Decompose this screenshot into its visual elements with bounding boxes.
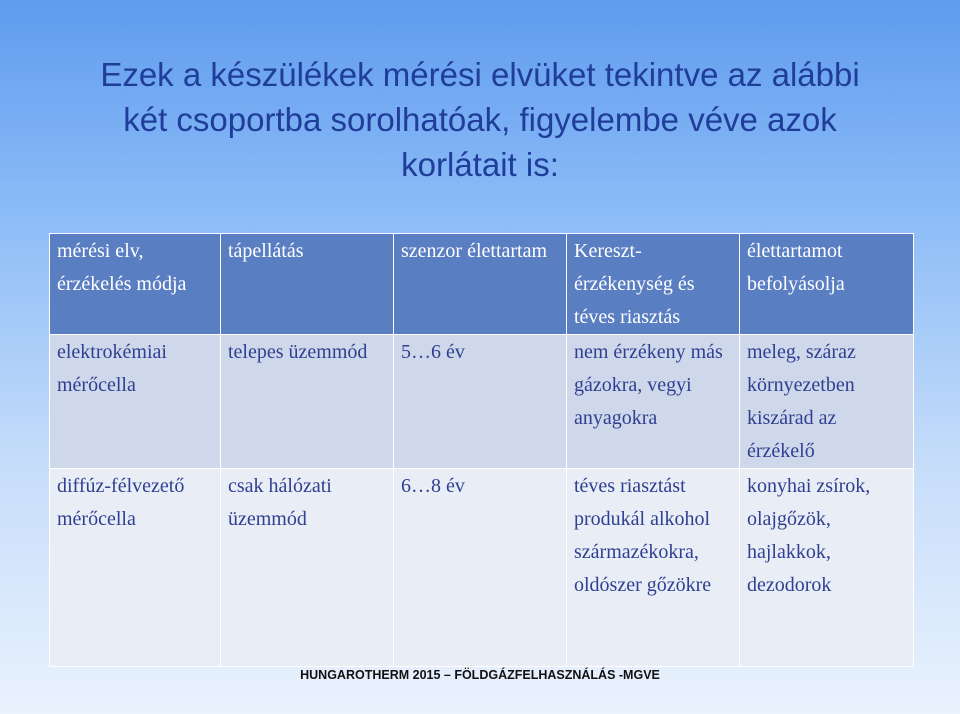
table-cell: meleg, száraz környezetben kiszárad az érzékelő: [740, 335, 914, 469]
header-cell-power: tápellátás: [221, 234, 394, 335]
header-cell-lifetime: szenzor élettartam: [394, 234, 567, 335]
table-cell: elektrokémiai mérőcella: [50, 335, 221, 469]
table-cell: telepes üzemmód: [221, 335, 394, 469]
header-cell-lifetime-factors: élettartamot befolyásolja: [740, 234, 914, 335]
title-line-2: két csoportba sorolhatóak, figyelembe véve azok: [123, 101, 837, 138]
title-line-1: Ezek a készülékek mérési elvüket tekintve az alábbi: [100, 56, 860, 93]
table-cell: nem érzékeny más gázokra, vegyi anyagokra: [567, 335, 740, 469]
title-line-3: korlátait is:: [401, 146, 559, 183]
table-cell: 6…8 év: [394, 469, 567, 667]
slide-title: [40, 52, 920, 187]
table-header-row: [50, 234, 914, 335]
table-row: [50, 469, 914, 667]
table-row: [50, 335, 914, 469]
table-cell: csak hálózati üzemmód: [221, 469, 394, 667]
footer-text: HUNGAROTHERM 2015 – FÖLDGÁZFELHASZNÁLÁS -MGVE: [300, 668, 660, 682]
table-cell: téves riasztást produkál alkohol származékokra, oldószer gőzökre: [567, 469, 740, 667]
table-cell: konyhai zsírok, olajgőzök, hajlakkok, dezodorok: [740, 469, 914, 667]
table-cell: diffúz-félvezető mérőcella: [50, 469, 221, 667]
header-cell-cross-sensitivity: Kereszt-érzékenység és téves riasztás: [567, 234, 740, 335]
table-cell: 5…6 év: [394, 335, 567, 469]
comparison-table: [49, 233, 914, 667]
header-cell-principle: mérési elv, érzékelés módja: [50, 234, 221, 335]
